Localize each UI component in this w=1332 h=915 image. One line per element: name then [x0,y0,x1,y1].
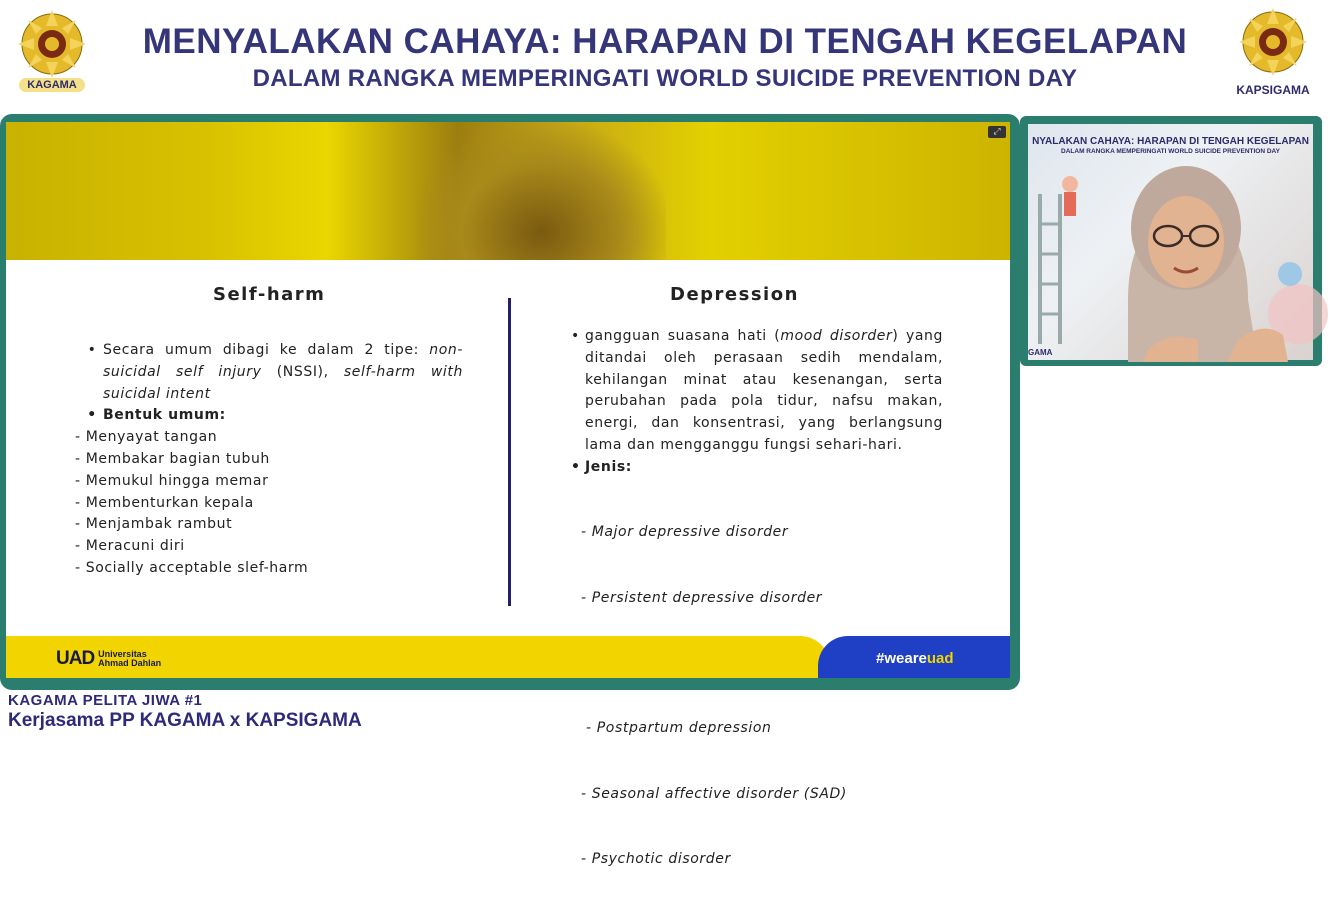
uad-mark: UAD [56,648,95,669]
hashtag-weareuad: #weareuad [876,650,954,667]
selfharm-forms-bullet [81,405,471,427]
selfharm-intro-text: Secara umum dibagi ke dalam 2 tipe: non-suicidal self injury (NSSI), self-harm with suicidal intent [103,342,463,402]
kagama-emblem-icon [14,6,90,84]
depression-type-list [581,479,945,915]
event-series-label: KAGAMA PELITA JIWA #1 [8,692,203,709]
depression-types-label: Jenis: [585,458,633,475]
banner-figure [416,122,666,260]
kapsigama-emblem-icon [1234,4,1312,82]
list-item: - Menjambak rambut [75,516,233,533]
column-divider [508,298,511,606]
selfharm-forms-label: Bentuk umum: [103,407,226,424]
page-header [110,22,1220,94]
bullet-dot: • [571,328,580,344]
list-item: - Menyayat tangan [75,429,218,446]
kapsigama-label: KAPSIGAMA [1236,83,1310,97]
camera-background-title: NYALAKAN CAHAYA: HARAPAN DI TENGAH KEGELAPAN [1032,136,1309,147]
depression-definition-text: gangguan suasana hati (mood disorder) yang ditandai oleh perasaan sedih mendalam, kehilangan minat atau kesenangan, serta perubahan pada pola tidur, nafsu makan, energi, dan konsentrasi, yang berlangsung lama dan mengganggu fungsi sehari-hari. [585,328,943,453]
presenter-video-frame[interactable] [1020,116,1322,366]
list-item: - Memukul hingga memar [75,472,269,489]
selfharm-intro-bullet [81,340,471,405]
bullet-dot: • [87,342,97,358]
list-item: - Seasonal affective disorder (SAD) [581,785,847,802]
presenter-video [1028,124,1313,360]
kapsigama-logo [1228,4,1318,104]
selfharm-form-list [75,427,471,580]
depression-title: Depression [670,284,799,305]
list-item: - Persistent depressive disorder [581,589,823,606]
list-item: - Psychotic disorder [581,851,731,868]
list-item: - Socially acceptable slef-harm [75,559,309,576]
kagama-logo [6,6,98,104]
presenter-person-icon [1088,150,1288,362]
page-subtitle: DALAM RANGKA MEMPERINGATI WORLD SUICIDE PREVENTION DAY [252,65,1078,92]
uad-name: Universitas Ahmad Dahlan [98,649,162,668]
camera-background-subtitle: DALAM RANGKA MEMPERINGATI WORLD SUICIDE PREVENTION DAY [1061,148,1280,155]
bullet-dot: • [87,407,97,424]
expand-icon[interactable]: ⤢ [988,126,1006,138]
uad-logo [56,648,161,670]
page-title: MENYALAKAN CAHAYA: HARAPAN DI TENGAH KEGELAPAN [142,22,1188,61]
event-partnership-label: Kerjasama PP KAGAMA x KAPSIGAMA [8,710,362,731]
depression-content [571,326,945,915]
bullet-dot: • [571,458,581,475]
slide-banner-image [6,122,1010,260]
list-item: - Membenturkan kepala [75,494,254,511]
list-item: - Postpartum depression [581,720,772,737]
kagama-label: KAGAMA [19,78,85,92]
list-item: - Major depressive disorder [581,524,789,541]
camera-background-brand: GAMA [1028,348,1053,357]
depression-types-bullet [571,457,945,479]
selfharm-title: Self-harm [213,284,326,305]
list-item: - Membakar bagian tubuh [75,450,270,467]
depression-definition-bullet [571,326,945,457]
selfharm-content [75,340,471,580]
list-item: - Meracuni diri [75,538,185,555]
